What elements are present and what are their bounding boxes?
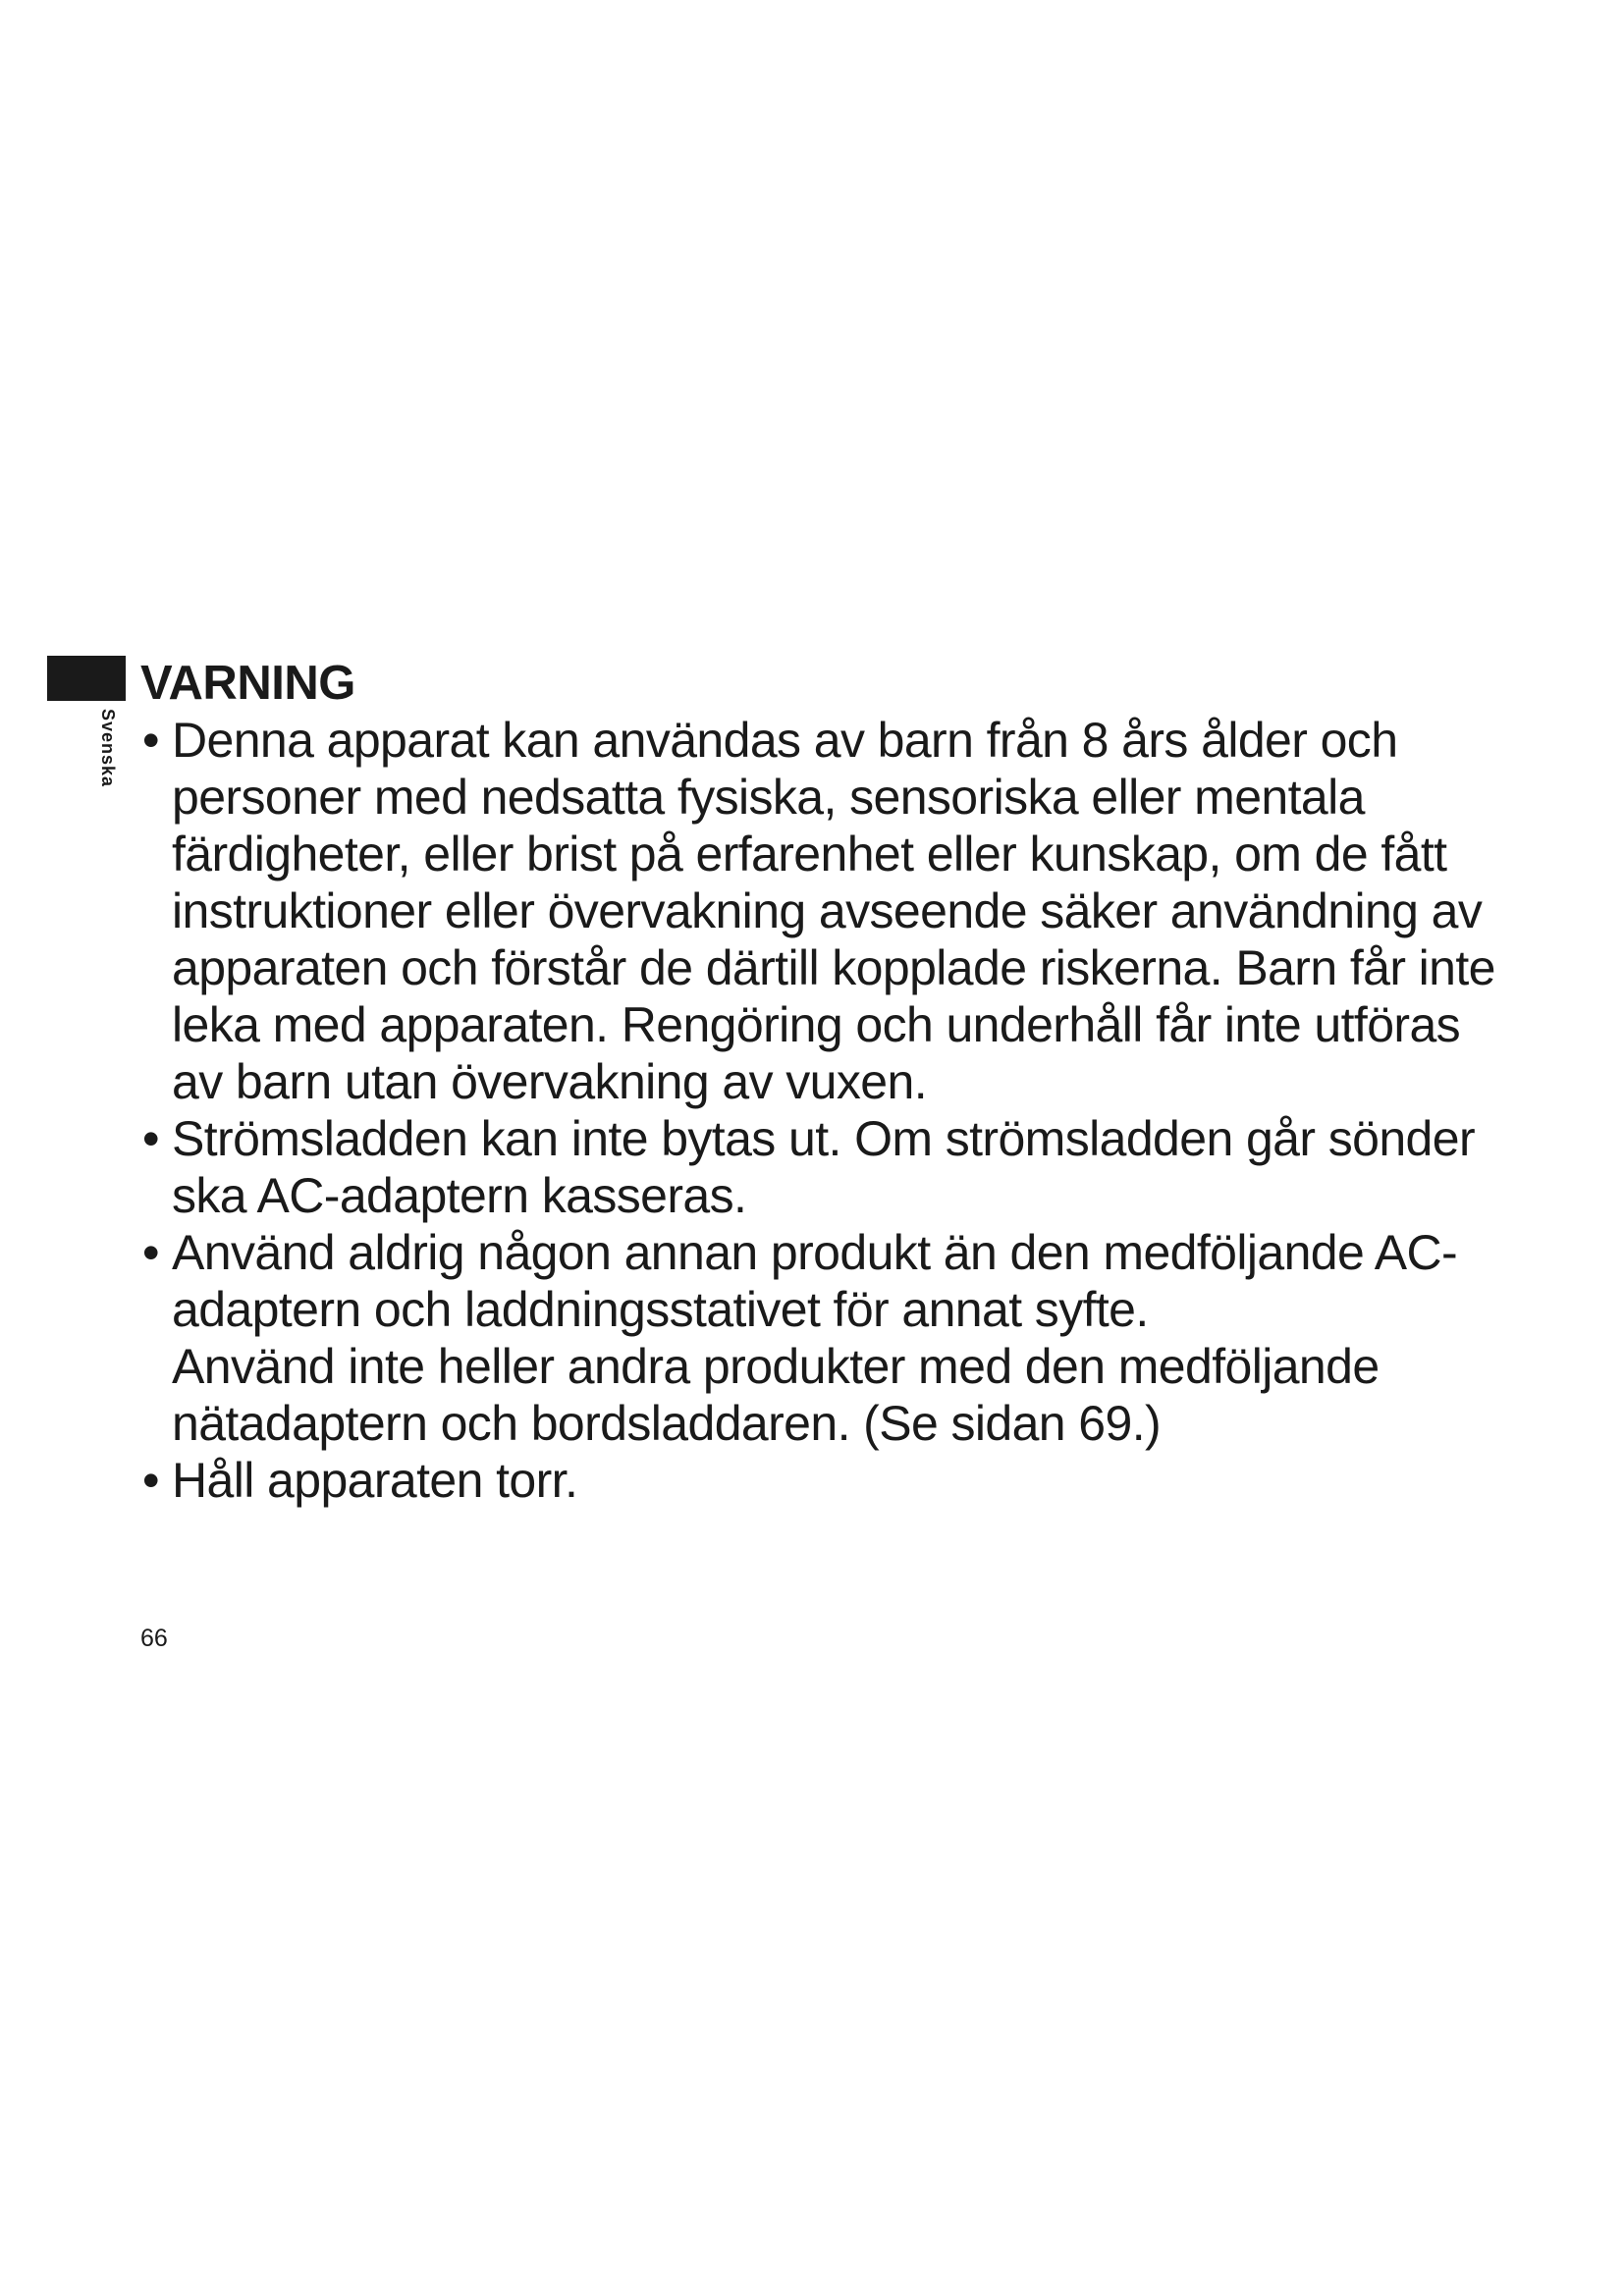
warning-item-keep-dry [140, 1452, 1515, 1509]
warning-text: Använd aldrig någon annan produkt än den medföljande AC-adaptern och laddningsstativet för annat syfte. [172, 1225, 1458, 1337]
warning-item-adapter [140, 1224, 1515, 1452]
language-tab-marker [47, 656, 126, 701]
warning-list [140, 712, 1515, 1509]
warning-text: Använd inte heller andra produkter med den medföljande nätadaptern och bordsladdaren. (Se sidan 69.) [172, 1339, 1380, 1451]
bullet-icon: • [142, 1453, 159, 1508]
warning-text: Håll apparaten torr. [172, 1453, 578, 1508]
bullet-icon: • [142, 1225, 159, 1280]
warning-item-power-cord [140, 1110, 1515, 1224]
warning-text: Strömsladden kan inte bytas ut. Om strömsladden går sönder ska AC-adaptern kasseras. [172, 1111, 1475, 1223]
bullet-icon: • [142, 1111, 159, 1166]
bullet-icon: • [142, 713, 159, 768]
warning-item-children [140, 712, 1515, 1110]
warning-text: Denna apparat kan användas av barn från 8 års ålder och personer med nedsatta fysiska, sensoriska eller mentala färdigheter, eller brist på erfarenhet eller kunskap, om de fått instruktioner eller övervakning avseende säker användning av apparaten och förstår de därtill kopplade riskerna. Barn får inte leka med apparaten. Rengöring och underhåll får inte utföras av barn utan övervakning av vuxen. [172, 713, 1495, 1109]
language-label: Svenska [98, 709, 118, 788]
warning-heading: VARNING [140, 657, 355, 710]
page-number: 66 [140, 1625, 168, 1652]
